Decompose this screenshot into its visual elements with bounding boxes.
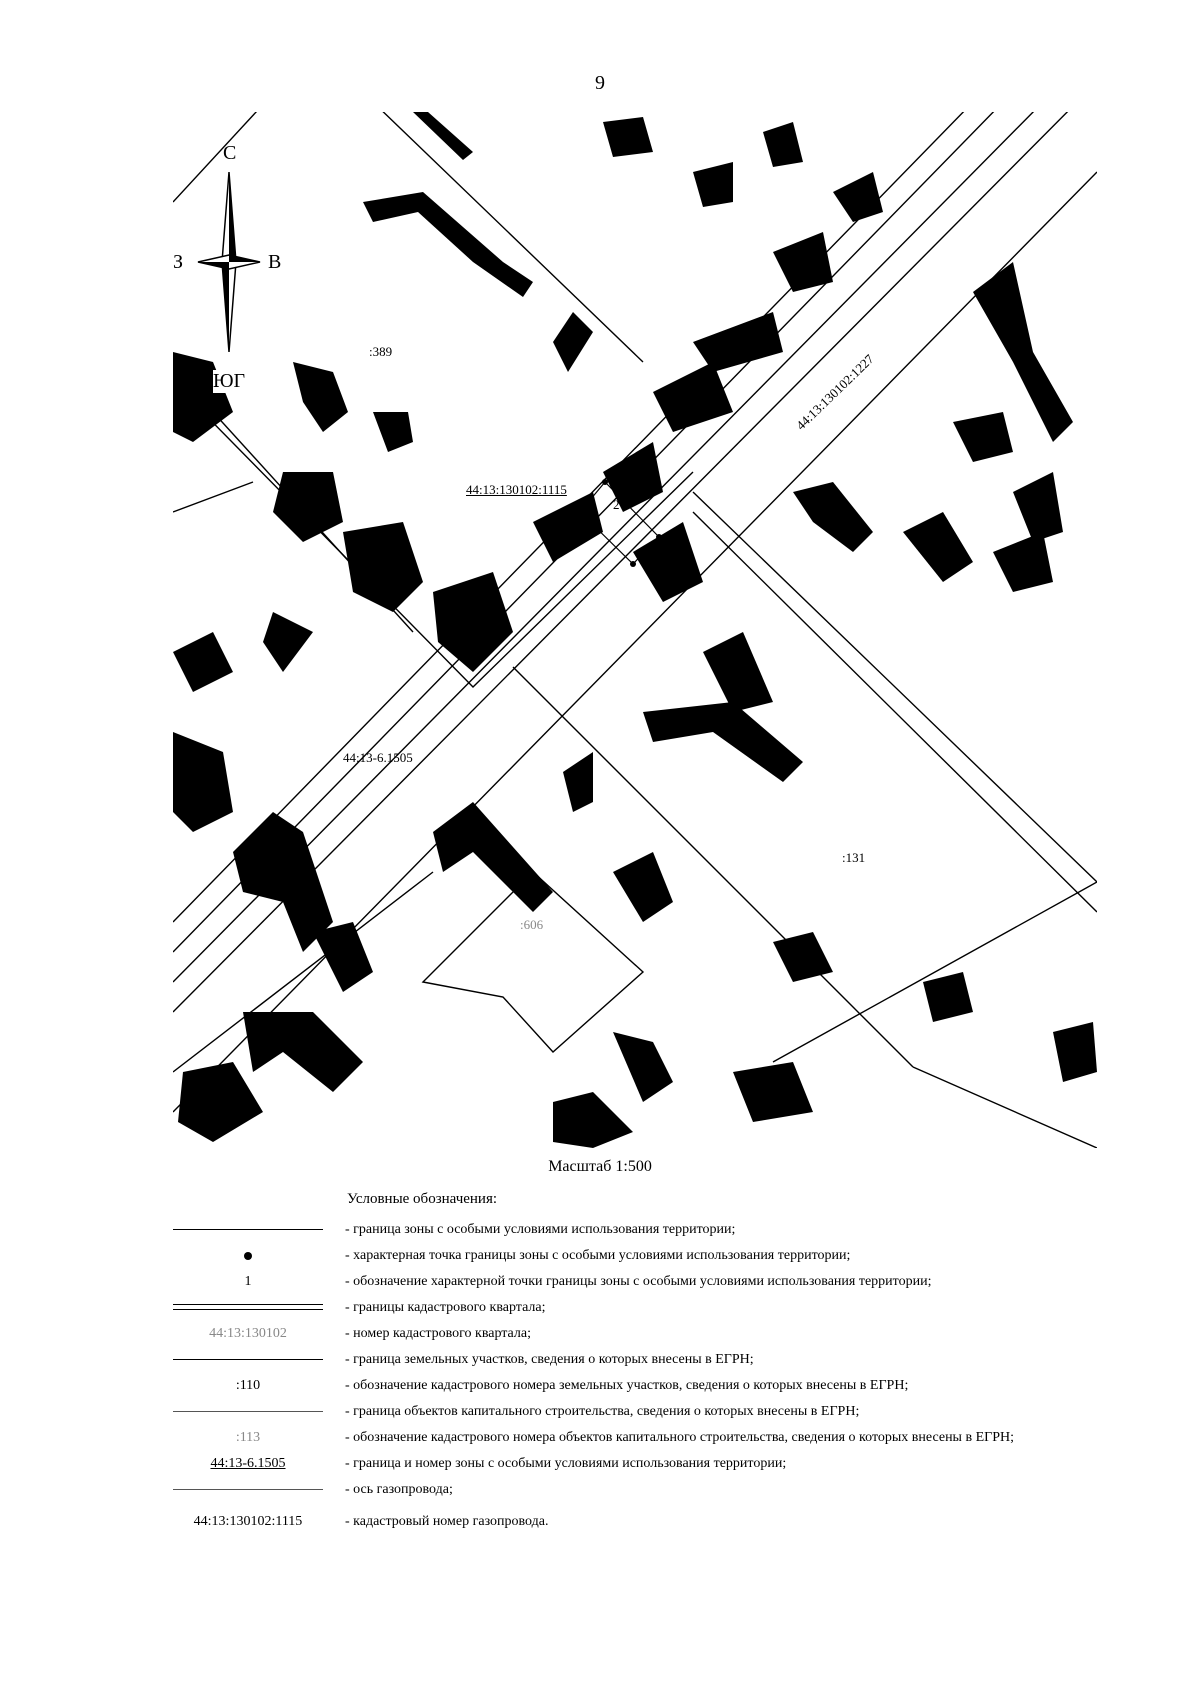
legend-text: - кадастровый номер газопровода. [345,1514,549,1529]
legend-symbol-zone-line [173,1217,323,1243]
legend-symbol-building-number: :113 [235,1430,261,1445]
cadastral-map [173,112,1097,1148]
scale-text: Масштаб 1:500 [548,1158,652,1175]
legend-row [0,1321,1200,1347]
legend-text: - характерная точка границы зоны с особыми условиями использования территории; [345,1248,851,1263]
legend-row [0,1451,1200,1477]
legend-row [0,1347,1200,1373]
parcel-label-389: :389 [369,344,393,359]
legend-row [0,1243,1200,1269]
compass-east-label: В [268,251,282,273]
legend-symbol-zone-number: 44:13-6.1505 [210,1456,286,1471]
legend-text: - номер кадастрового квартала; [345,1326,531,1341]
gas-pipeline-label: 44:13:130102:1115 [466,482,567,497]
zone-point-1-label: 1 [569,527,576,542]
compass-south-label: ЮГ [213,370,246,392]
zone-number-label: 44:13-6.1505 [343,750,413,765]
gas-pipeline-label-2: 44:13:130102:1227 [793,351,877,433]
legend-text: - граница объектов капитального строительства, сведения о которых внесены в ЕГРН; [345,1404,860,1419]
compass-north-label: С [223,142,237,164]
legend-symbol-point-number: 1 [244,1274,252,1289]
legend-row [0,1295,1200,1321]
parcel-label-131: :131 [842,850,866,865]
legend-text: - обозначение характерной точки границы зоны с особыми условиями использования территории; [345,1274,932,1289]
legend-text: - ось газопровода; [345,1482,453,1497]
legend-symbol-quarter-number: 44:13:130102 [209,1326,287,1341]
legend-text: - граница зоны с особыми условиями использования территории; [345,1222,736,1237]
zone-point-2-label: 2 [613,497,620,512]
page-number: 9 [595,72,605,94]
legend-text: - границы кадастрового квартала; [345,1300,546,1315]
legend-row [0,1373,1200,1399]
legend-row [0,1217,1200,1243]
legend-text: - граница земельных участков, сведения о которых внесены в ЕГРН; [345,1352,754,1367]
legend-text: - граница и номер зоны с особыми условиями использования территории; [345,1456,787,1471]
legend-symbol-gas-number: 44:13:130102:1115 [193,1514,303,1529]
zone-point-3-label: 3 [669,564,676,579]
legend-text: - обозначение кадастрового номера земельных участков, сведения о которых внесены в ЕГРН; [345,1378,909,1393]
legend-row [0,1477,1200,1503]
legend-symbol-quarter-boundary [173,1295,323,1321]
building-label-606: :606 [520,917,544,932]
legend-symbol-gas-axis [173,1477,323,1503]
legend-row [0,1269,1200,1295]
map-drawing [173,112,1097,1148]
compass-west-label: З [173,251,184,273]
legend-row [0,1425,1200,1451]
legend-title: Условные обозначения: [347,1191,498,1207]
legend-text: - обозначение кадастрового номера объектов капитального строительства, сведения о которых внесены в ЕГРН; [345,1430,1015,1445]
legend-symbol-building-boundary [173,1399,323,1425]
point-icon [244,1252,252,1260]
legend-symbol-point [173,1243,323,1269]
legend-symbol-parcel-number: :110 [235,1378,261,1393]
legend-row [0,1509,1200,1535]
legend-row [0,1399,1200,1425]
legend-symbol-parcel-boundary [173,1347,323,1373]
